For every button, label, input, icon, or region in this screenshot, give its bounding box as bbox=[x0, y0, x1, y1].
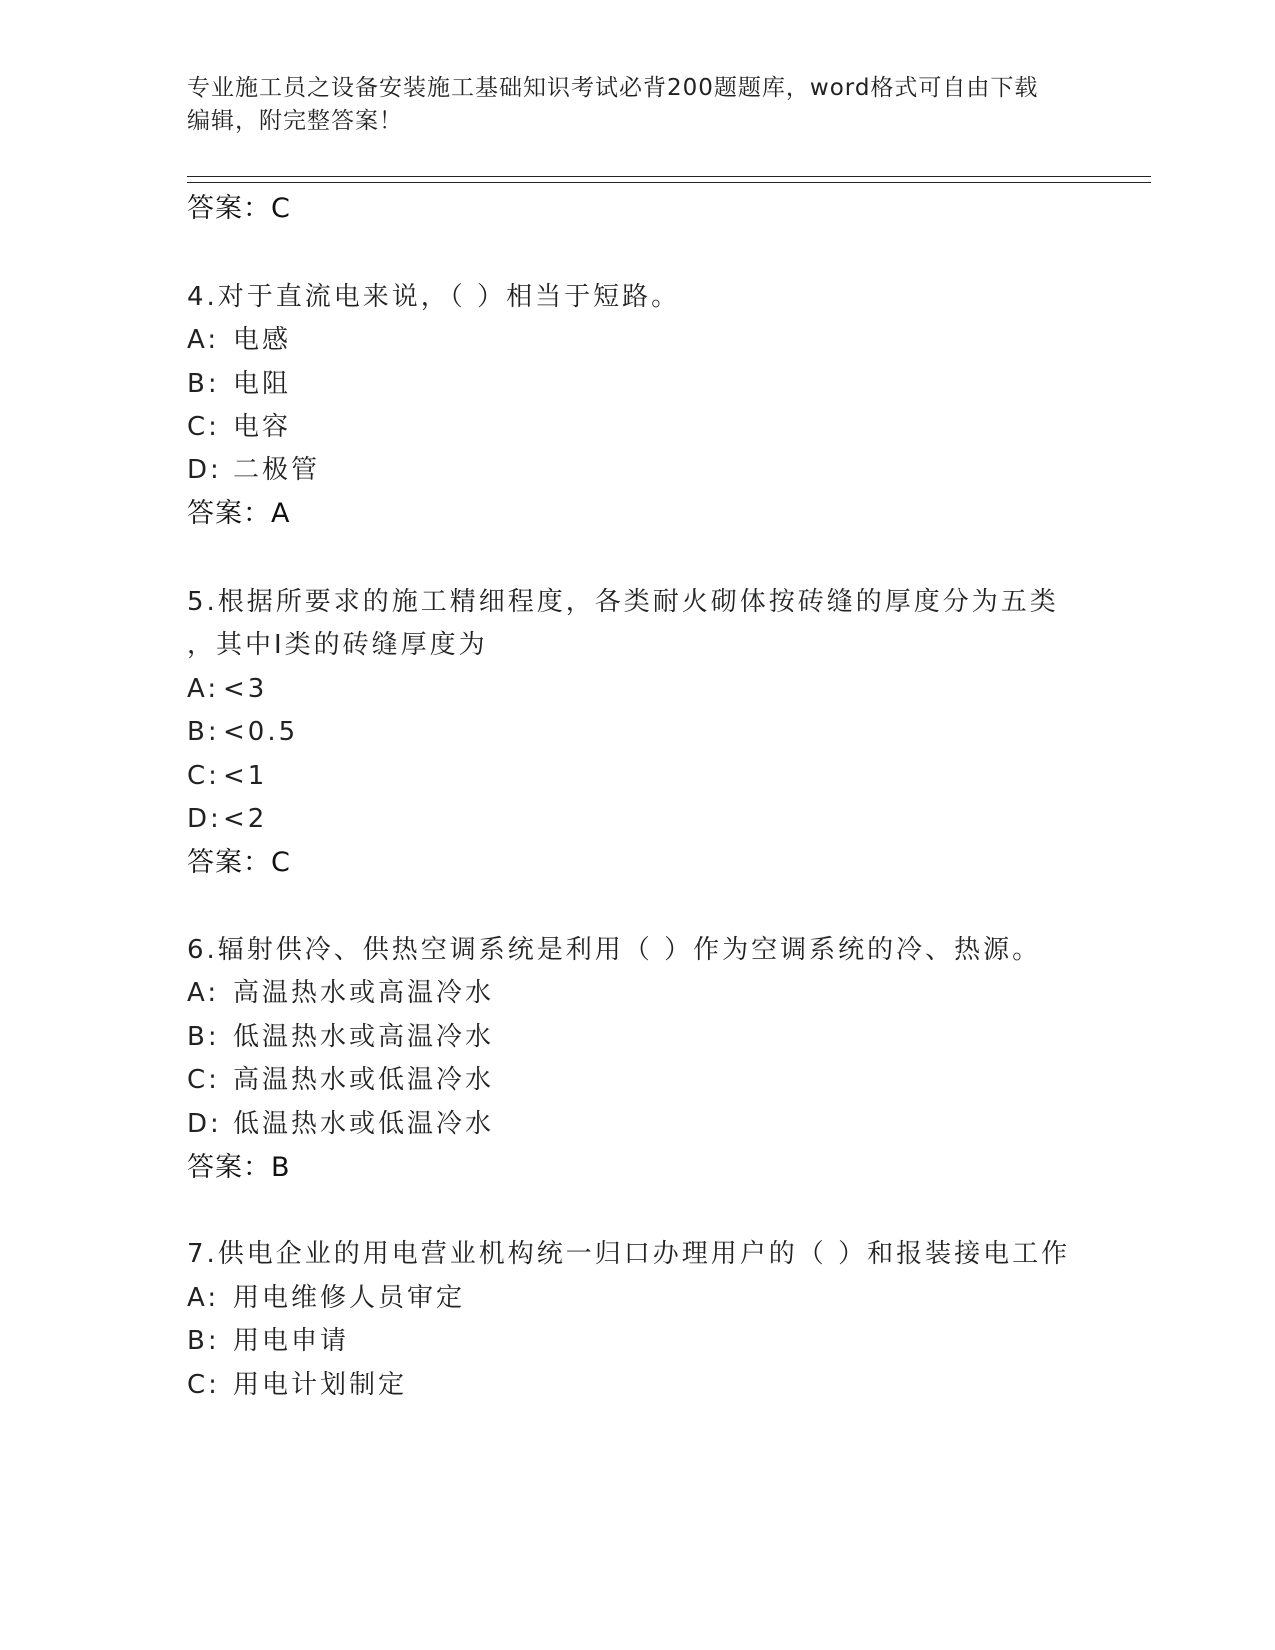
option-text: 低温热水或低温冷水 bbox=[233, 1109, 495, 1139]
option-text: 二极管 bbox=[233, 455, 321, 485]
option-line bbox=[187, 1282, 465, 1314]
option-line bbox=[187, 1369, 407, 1401]
option-label: C: bbox=[187, 412, 220, 442]
option-line bbox=[187, 368, 291, 400]
option-line bbox=[187, 324, 291, 356]
option-label: A: bbox=[187, 325, 220, 355]
option-text: <0.5 bbox=[223, 717, 299, 747]
option-line bbox=[187, 1325, 349, 1357]
option-text: 电容 bbox=[233, 412, 292, 442]
option-line bbox=[187, 1108, 494, 1140]
option-line bbox=[187, 1064, 494, 1096]
option-label: C: bbox=[187, 1370, 220, 1400]
option-label: A: bbox=[187, 674, 220, 704]
answer-line: 答案：C bbox=[187, 847, 291, 878]
question-stem: 7.供电企业的用电营业机构统一归口办理用户的（ ）和报装接电工作 bbox=[187, 1239, 1071, 1269]
question-stem-continued: ，其中Ⅰ类的砖缝厚度为 bbox=[187, 630, 488, 660]
header-line-2: 编辑，附完整答案！ bbox=[187, 108, 403, 134]
document-header bbox=[187, 72, 1087, 138]
option-text: 低温热水或高温冷水 bbox=[233, 1022, 495, 1052]
question-stem: 6.辐射供冷、供热空调系统是利用（ ）作为空调系统的冷、热源。 bbox=[187, 935, 1042, 965]
option-line bbox=[187, 716, 298, 748]
option-label: B: bbox=[187, 369, 220, 399]
option-text: 用电计划制定 bbox=[233, 1370, 408, 1400]
option-label: A: bbox=[187, 978, 220, 1008]
option-line bbox=[187, 1021, 494, 1053]
option-text: 电阻 bbox=[233, 369, 292, 399]
header-line-1: 专业施工员之设备安装施工基础知识考试必背200题题库，word格式可自由下载 bbox=[187, 75, 1039, 101]
option-label: A: bbox=[187, 1283, 220, 1313]
option-label: C: bbox=[187, 761, 220, 791]
option-text: 高温热水或高温冷水 bbox=[233, 978, 495, 1008]
option-line bbox=[187, 673, 267, 705]
header-rule-bottom bbox=[187, 182, 1151, 183]
answer-line: 答案：C bbox=[187, 193, 291, 224]
option-label: C: bbox=[187, 1065, 220, 1095]
option-text: <1 bbox=[223, 761, 268, 791]
option-label: B: bbox=[187, 1326, 220, 1356]
question-stem: 5.根据所要求的施工精细程度，各类耐火砌体按砖缝的厚度分为五类 bbox=[187, 587, 1059, 617]
header-rule-top bbox=[187, 176, 1151, 177]
option-line bbox=[187, 760, 267, 792]
option-line bbox=[187, 803, 267, 835]
option-line bbox=[187, 977, 494, 1009]
option-label: D: bbox=[187, 455, 222, 485]
option-label: B: bbox=[187, 717, 220, 747]
option-text: <2 bbox=[223, 804, 268, 834]
question-stem: 4.对于直流电来说，（ ）相当于短路。 bbox=[187, 282, 681, 312]
answer-line: 答案：A bbox=[187, 498, 291, 529]
option-label: B: bbox=[187, 1022, 220, 1052]
option-line bbox=[187, 454, 320, 486]
option-text: 高温热水或低温冷水 bbox=[233, 1065, 495, 1095]
answer-line: 答案：B bbox=[187, 1152, 291, 1183]
option-text: 用电维修人员审定 bbox=[233, 1283, 466, 1313]
option-label: D: bbox=[187, 804, 222, 834]
option-label: D: bbox=[187, 1109, 222, 1139]
option-text: 用电申请 bbox=[233, 1326, 350, 1356]
option-text: <3 bbox=[223, 674, 268, 704]
option-line bbox=[187, 411, 291, 443]
option-text: 电感 bbox=[233, 325, 292, 355]
